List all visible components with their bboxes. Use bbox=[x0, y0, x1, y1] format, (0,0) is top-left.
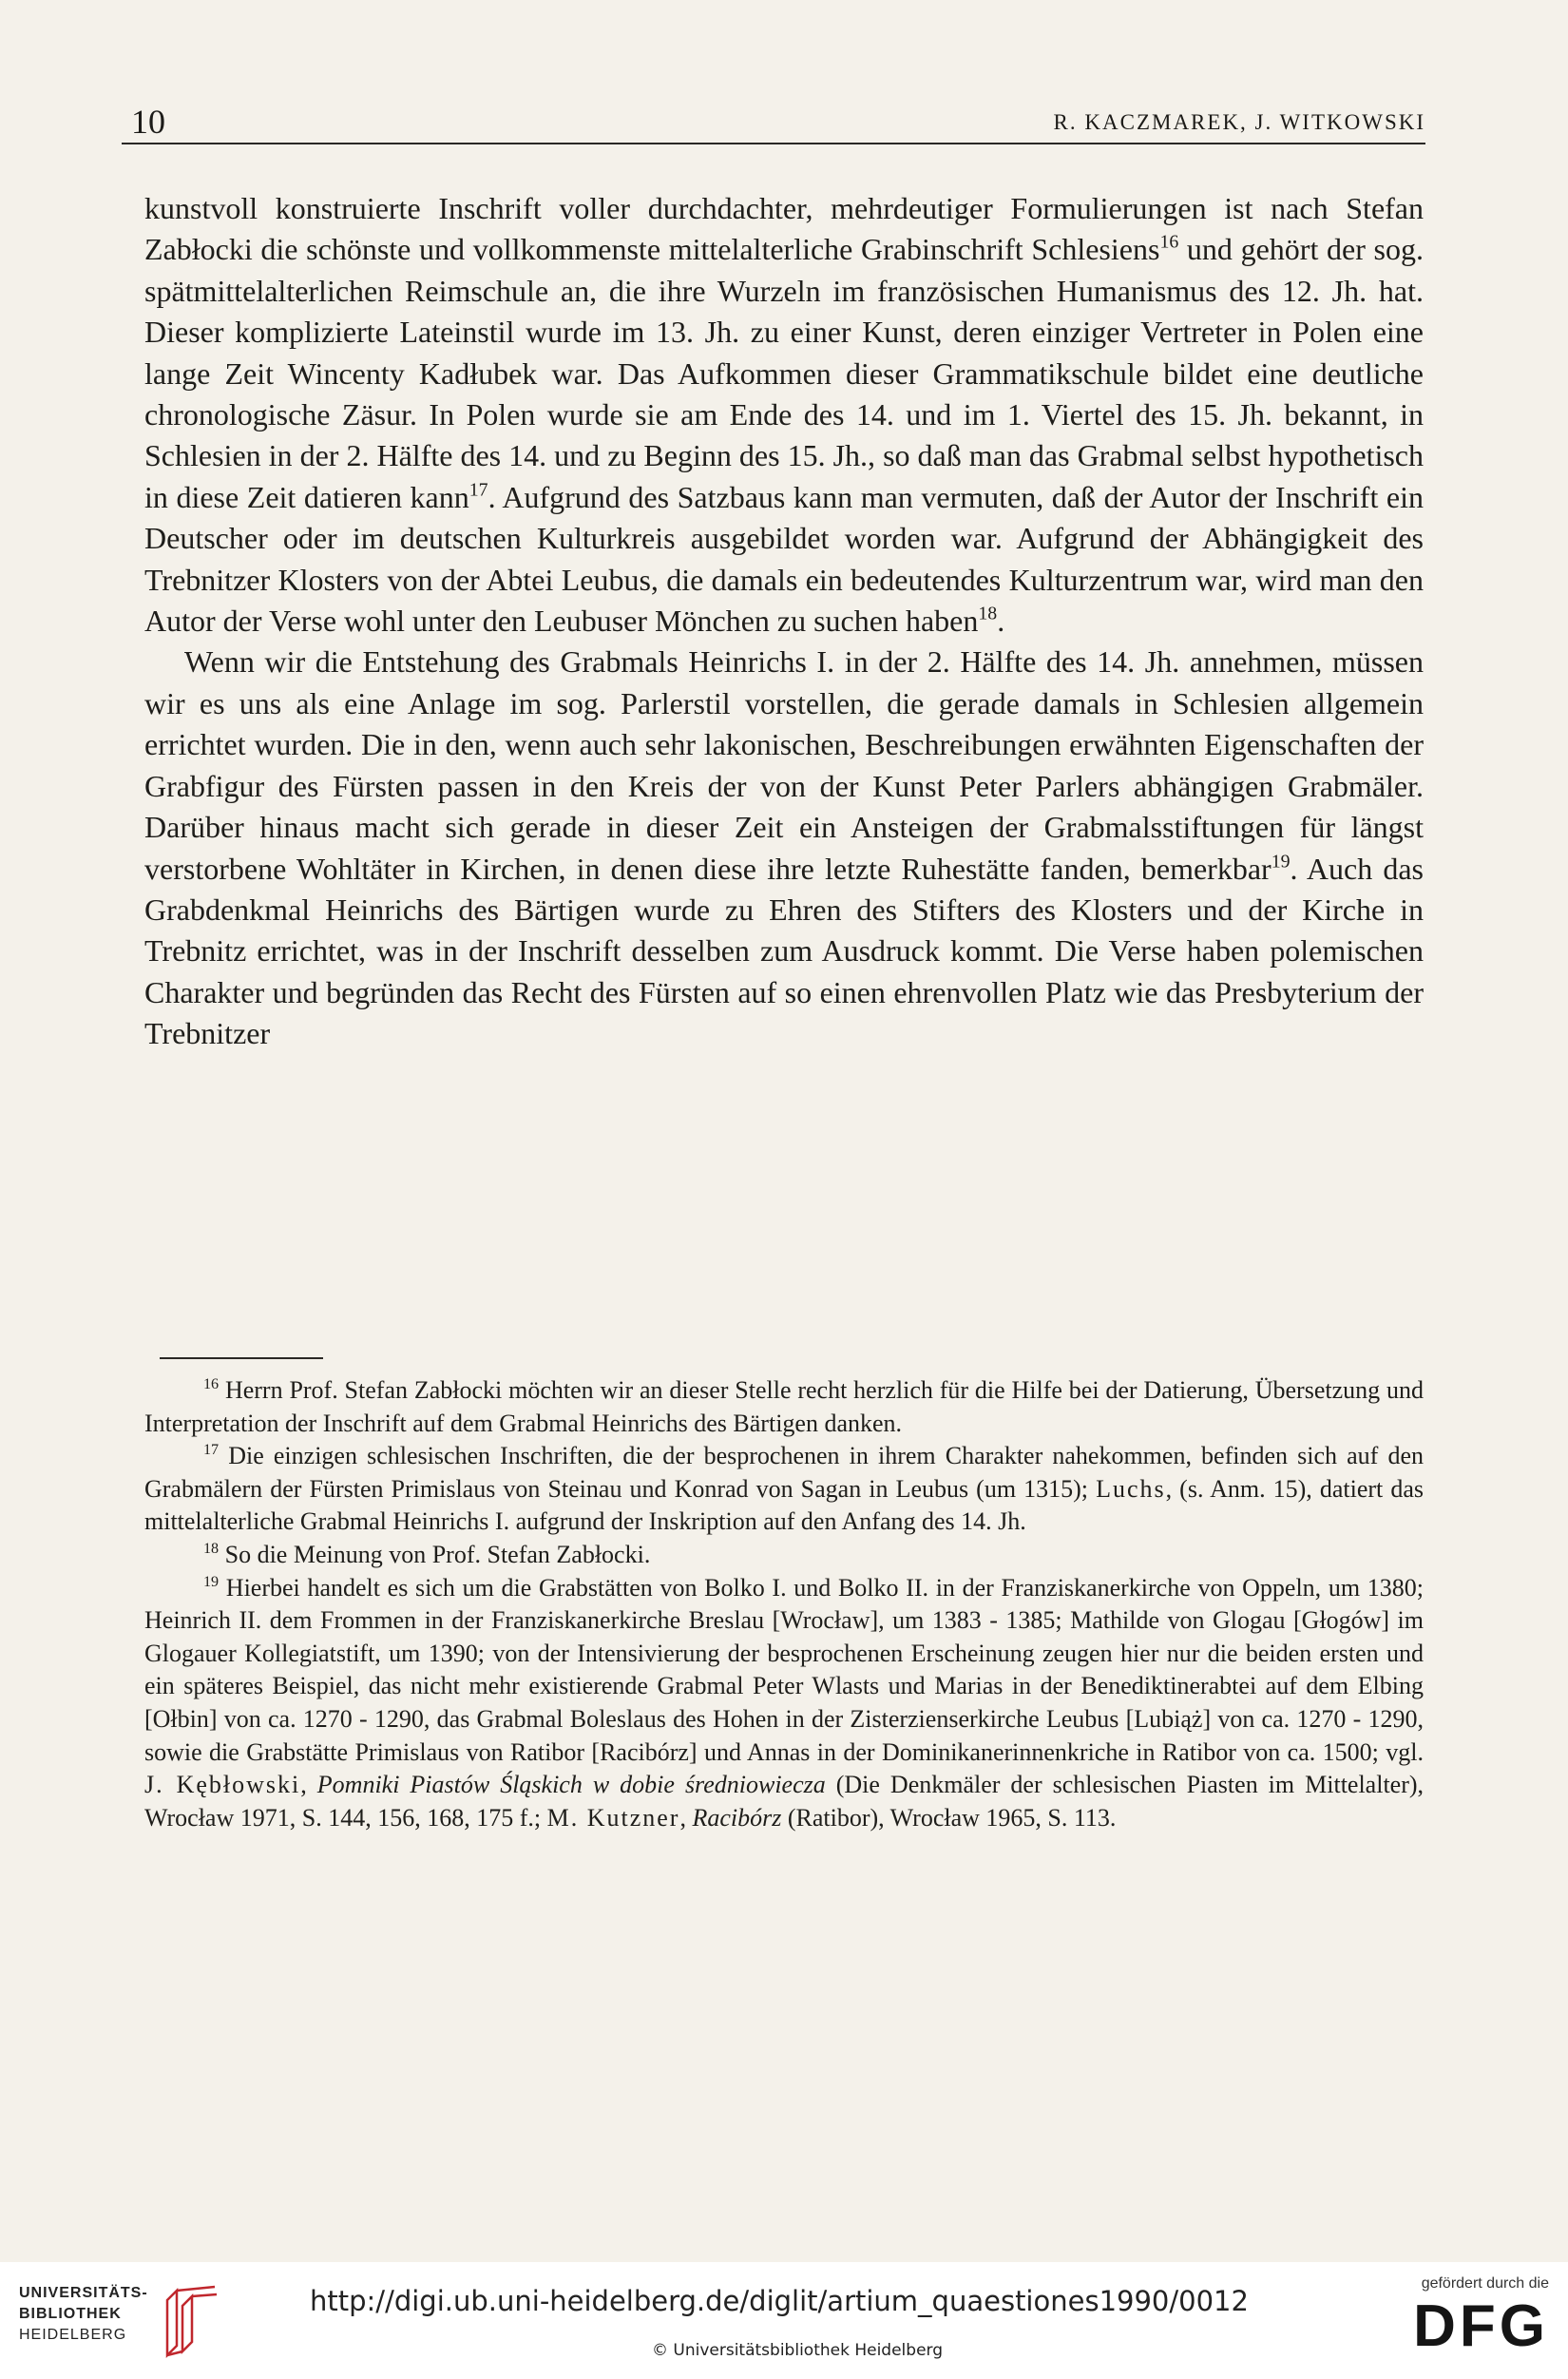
digital-copy-link[interactable]: http://digi.ub.uni-heidelberg.de/diglit/artium_quaestiones1990/0012 bbox=[310, 2285, 1249, 2317]
footnote-number: 17 bbox=[203, 1442, 220, 1459]
footnote-16: $^{16}$ Herrn Prof. Stefan Zabłocki möchten wir an dieser Stelle recht herzlich für die Hilfe bei der Datierung, Übersetzung und Interpretation der Inschrift auf dem Grabmal Heinrichs des Bärtigen danken. bbox=[144, 1376, 1424, 1437]
author-name: Luchs bbox=[1096, 1474, 1166, 1503]
footnotes bbox=[144, 1374, 1424, 1834]
library-mark-icon bbox=[163, 2283, 220, 2359]
footer-bar bbox=[0, 2262, 1568, 2379]
dfg-caption: gefördert durch die bbox=[1421, 2275, 1549, 2292]
logo-line-3: HEIDELBERG bbox=[19, 2327, 127, 2343]
footnote-rule bbox=[160, 1357, 323, 1359]
footnote-number: 16 bbox=[203, 1376, 220, 1393]
logo-line-2: BIBLIOTHEK bbox=[19, 2306, 122, 2322]
footnote-ref-19: 19 bbox=[1271, 851, 1291, 873]
footnote-17: $^{17}$ Die einzigen schlesischen Inschriften, die der besprochenen in ihrem Charakter nahekommen, befinden sich auf den Grabmälern der Fürsten Primislaus von Steinau und Konrad von Sagan in Leubus (um 1315); Luchs, (s. Anm. 15), datiert das mittelalterliche Grabmal Heinrichs I. aufgrund der Inskription auf den Anfang des 14. Jh. bbox=[144, 1442, 1424, 1536]
dfg-funding-logo[interactable] bbox=[1386, 2275, 1549, 2370]
author-name: M. Kutzner bbox=[546, 1803, 680, 1832]
footnote-ref-18: 18 bbox=[978, 603, 998, 624]
footnote-ref-16: 16 bbox=[1159, 232, 1179, 254]
body-text bbox=[144, 188, 1424, 1055]
logo-line-1: UNIVERSITÄTS- bbox=[19, 2285, 148, 2301]
footnote-18: $^{18}$ So die Meinung von Prof. Stefan Zabłocki. bbox=[203, 1540, 651, 1568]
copyright-notice: © Universitätsbibliothek Heidelberg bbox=[652, 2341, 944, 2360]
book-title: Racibórz bbox=[692, 1803, 782, 1832]
footnote-number: 19 bbox=[203, 1573, 220, 1590]
author-name: J. Kębłowski bbox=[144, 1771, 301, 1799]
book-title: Pomniki Piastów Śląskich w dobie średniowiecza bbox=[316, 1771, 826, 1799]
paragraph-1: kunstvoll konstruierte Inschrift voller durchdachter, mehrdeutiger Formulierungen ist nach Stefan Zabłocki die schönste und vollkommenste mittelalterliche Grabinschrift Schlesiens$^{16}$ und gehört der sog. spätmittelalterlichen Reimschule an, die ihre Wurzeln im französischen Humanismus des 12. Jh. hat. Dieser komplizierte Lateinstil wurde im 13. Jh. zu einer Kunst, deren einziger Vertreter in Polen eine lange Zeit Wincenty Kadłubek war. Das Aufkommen dieser Grammatikschule bildet eine deutliche chronologische Zäsur. In Polen wurde sie am Ende des 14. und im 1. Viertel des 15. Jh. bekannt, in Schlesien in der 2. Hälfte des 14. und zu Beginn des 15. Jh., so daß man das Grabmal selbst hypothetisch in diese Zeit datieren kann$^{17}$. Aufgrund des Satzbaus kann man vermuten, daß der Autor der Inschrift ein Deutscher oder im deutschen Kulturkreis ausgebildet worden war. Aufgrund der Abhängigkeit des Trebnitzer Klosters von der Abtei Leubus, die damals ein bedeutendes Kulturzentrum war, wird man den Autor der Verse wohl unter den Leubuser Mönchen zu suchen haben$^{18}$. bbox=[144, 191, 1425, 639]
page-number: 10 bbox=[131, 103, 165, 141]
footnote-ref-17: 17 bbox=[468, 479, 488, 501]
university-library-logo[interactable] bbox=[19, 2283, 333, 2359]
footnote-number: 18 bbox=[203, 1540, 220, 1557]
header-rule bbox=[122, 143, 1425, 144]
dfg-logo-icon: DFG bbox=[1413, 2293, 1549, 2359]
page-header bbox=[122, 103, 1425, 144]
paragraph-2: Wenn wir die Entstehung des Grabmals Heinrichs I. in der 2. Hälfte des 14. Jh. annehmen, müssen wir es uns als eine Anlage im sog. Parlerstil vorstellen, die gerade damals in Schlesien allgemein errichtet wurden. Die in den, wenn auch sehr lakonischen, Beschreibungen erwähnten Eigenschaften der Grabfigur des Fürsten passen in den Kreis der von der Kunst Peter Parlers abhängigen Grabmäler. Darüber hinaus macht sich gerade in dieser Zeit ein Ansteigen der Grabmalsstiftungen für längst verstorbene Wohltäter in Kirchen, in denen diese ihre letzte Ruhestätte fanden, bemerkbar$^{19}$. Auch das Grabdenkmal Heinrichs des Bärtigen wurde zu Ehren des Stifters des Klosters und der Kirche in Trebnitz errichtet, was in der Inschrift desselben zum Ausdruck kommt. Die Verse haben polemischen Charakter und begründen das Recht des Fürsten auf so einen ehrenvollen Platz wie das Presbyterium der Trebnitzer bbox=[144, 644, 1425, 1051]
footnote-19: $^{19}$ Hierbei handelt es sich um die Grabstätten von Bolko I. und Bolko II. in der Franziskanerkirche von Oppeln, um 1380; Heinrich II. dem Frommen in der Franziskanerkirche Breslau [Wrocław], um 1383 - 1385; Mathilde von Glogau [Głogów] im Glogauer Kollegiatstift, um 1390; von der Intensivierung der besprochenen Erscheinung zeugen hier nur die beiden ersten und ein späteres Beispiel, das nicht mehr existierende Grabmal Peter Wlasts und Marias in der Benediktinerabtei auf dem Elbing [Ołbin] von ca. 1270 - 1290, das Grabmal Boleslaus des Hohen in der Zisterzienserkirche Leubus [Lubiąż] von ca. 1270 - 1290, sowie die Grabstätte Primislaus von Ratibor [Racibórz] und Annas in der Dominikanerinnenkriche in Ratibor von ca. 1500; vgl. J. Kębłowski, Pomniki Piastów Śląskich w dobie średniowiecza (Die Denkmäler der schlesischen Piasten im Mittelalter), Wrocław 1971, S. 144, 156, 168, 175 f.; M. Kutzner, Racibórz (Ratibor), Wrocław 1965, S. 113. bbox=[144, 1573, 1425, 1832]
running-head: R. KACZMAREK, J. WITKOWSKI bbox=[1053, 110, 1425, 134]
